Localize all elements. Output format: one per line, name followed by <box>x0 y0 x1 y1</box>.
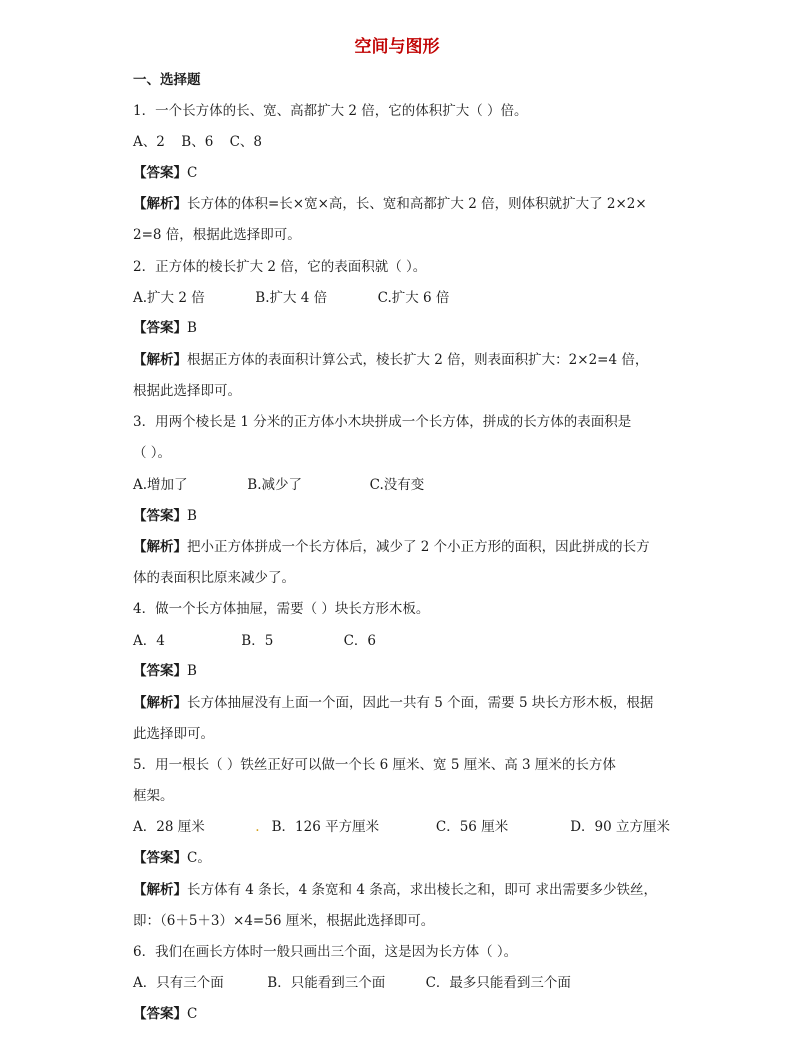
q6-option-a: A．只有三个面 <box>133 975 224 991</box>
q5-explanation <box>133 880 694 900</box>
q6-option-b: B．只能看到三个面 <box>267 975 386 991</box>
q4-answer-value: B <box>187 663 197 679</box>
q1-stem: 1．一个长方体的长、宽、高都扩大 2 倍，它的体积扩大（ ）倍。 <box>133 103 528 119</box>
q5-answer-value: C。 <box>187 850 211 866</box>
q5-option-b: B．126 平方厘米 <box>271 819 380 835</box>
q1-option-a: A、2 <box>133 134 165 150</box>
q3-option-b: B.减少了 <box>247 477 303 493</box>
q3-option-c: C.没有变 <box>369 477 425 493</box>
q6-answer <box>133 1004 694 1024</box>
explain-label: 【解析】 <box>133 539 187 555</box>
answer-label: 【答案】 <box>133 508 187 524</box>
explain-label: 【解析】 <box>133 882 187 898</box>
q1-explanation-text: 长方体的体积=长×宽×高，长、宽和高都扩大 2 倍，则体积就扩大了 2×2× <box>187 196 647 212</box>
q3-answer-value: B <box>187 508 197 524</box>
q4-explanation <box>133 693 694 713</box>
q1-option-b: B、6 <box>181 134 214 150</box>
q5-stem: 5．用一根长（ ）铁丝正好可以做一个长 6 厘米、宽 5 厘米、高 3 厘米的长方体 <box>133 757 616 773</box>
explain-label: 【解析】 <box>133 196 187 212</box>
q4-answer <box>133 661 694 681</box>
q2-option-a: A.扩大 2 倍 <box>133 290 205 306</box>
q5-option-d: D．90 立方厘米 <box>570 819 670 835</box>
answer-label: 【答案】 <box>133 165 187 181</box>
q6-stem: 6．我们在画长方体时一般只画出三个面，这是因为长方体（ ）。 <box>133 944 518 960</box>
q5-options <box>133 817 694 837</box>
q3-stem-cont: （ ）。 <box>133 445 172 461</box>
q1-explanation-cont: 2=8 倍，根据此选择即可。 <box>133 227 301 243</box>
q3-option-a: A.增加了 <box>133 477 188 493</box>
q2-answer <box>133 318 694 338</box>
explain-label: 【解析】 <box>133 695 187 711</box>
q2-answer-value: B <box>187 320 197 336</box>
answer-label: 【答案】 <box>133 850 187 866</box>
q5-explanation-cont: 即：（6＋5＋3）×4=56 厘米，根据此选择即可。 <box>133 913 435 929</box>
q2-explanation-text: 根据正方体的表面积计算公式，棱长扩大 2 倍，则表面积扩大：2×2=4 倍， <box>187 352 649 368</box>
q5-explanation-text: 长方体有 4 条长，4 条宽和 4 条高，求出棱长之和，即可 求出需要多少铁丝， <box>187 882 658 898</box>
q2-stem: 2．正方体的棱长扩大 2 倍，它的表面积就（ ）。 <box>133 259 427 275</box>
answer-label: 【答案】 <box>133 663 187 679</box>
q1-answer-value: C <box>187 165 198 181</box>
q5-option-a: A．28 厘米 <box>133 819 205 835</box>
q1-explanation <box>133 194 694 214</box>
q5-answer <box>133 848 694 868</box>
q2-options <box>133 288 694 308</box>
q6-answer-value: C <box>187 1006 198 1022</box>
answer-label: 【答案】 <box>133 320 187 336</box>
q5-option-c: C．56 厘米 <box>435 819 509 835</box>
q2-explanation <box>133 350 694 370</box>
q2-option-b: B.扩大 4 倍 <box>255 290 328 306</box>
section-heading: 一、选择题 <box>133 72 201 88</box>
q1-options <box>133 132 694 152</box>
q4-option-c: C．6 <box>343 633 377 649</box>
q4-option-a: A．4 <box>133 633 165 649</box>
q4-explanation-text: 长方体抽屉没有上面一个面，因此一共有 5 个面，需要 5 块长方形木板，根据 <box>187 695 654 711</box>
q3-explanation-text: 把小正方体拼成一个长方体后，减少了 2 个小正方形的面积，因此拼成的长方 <box>187 539 650 555</box>
q3-explanation <box>133 537 694 557</box>
q1-option-c: C、8 <box>229 134 263 150</box>
q3-options <box>133 475 694 495</box>
explain-label: 【解析】 <box>133 352 187 368</box>
q1-answer <box>133 163 694 183</box>
answer-label: 【答案】 <box>133 1006 187 1022</box>
q4-stem: 4．做一个长方体抽屉，需要（ ）块长方形木板。 <box>133 601 430 617</box>
q5-stem-cont: 框架。 <box>133 788 174 804</box>
stray-dot-mark: . <box>255 819 260 835</box>
q3-stem: 3．用两个棱长是 1 分米的正方体小木块拼成一个长方体，拼成的长方体的表面积是 <box>133 414 632 430</box>
q6-option-c: C．最多只能看到三个面 <box>425 975 571 991</box>
q3-answer <box>133 506 694 526</box>
q2-explanation-cont: 根据此选择即可。 <box>133 383 241 399</box>
page-title: 空间与图形 <box>354 37 440 57</box>
q3-explanation-cont: 体的表面积比原来减少了。 <box>133 570 295 586</box>
q6-options <box>133 973 694 993</box>
q4-options <box>133 631 694 651</box>
q4-explanation-cont: 此选择即可。 <box>133 726 214 742</box>
q4-option-b: B．5 <box>241 633 274 649</box>
q2-option-c: C.扩大 6 倍 <box>377 290 450 306</box>
